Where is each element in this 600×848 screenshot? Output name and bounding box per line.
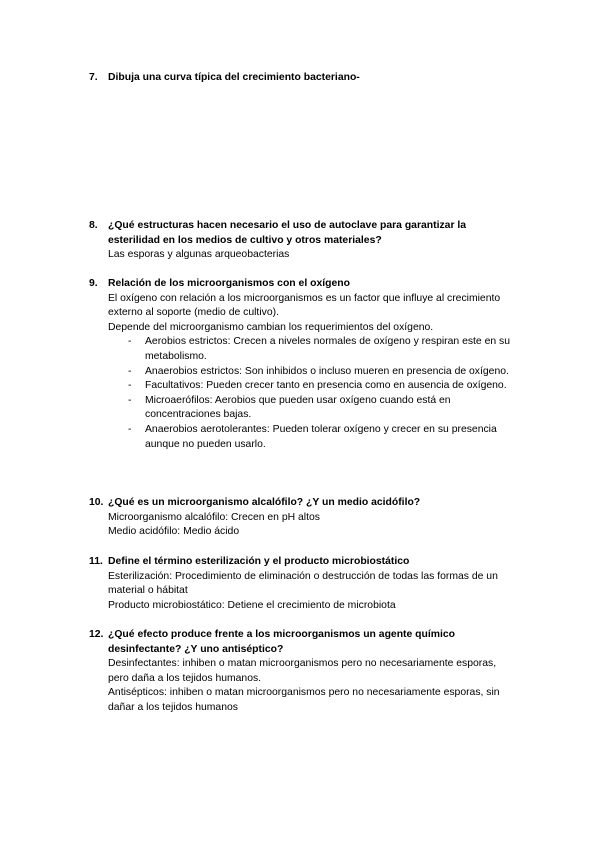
list-item-text: Microaerófilos: Aerobios que pueden usar oxígeno cuando está en concentraciones bajas.	[145, 394, 451, 421]
answer-paragraph: Medio acidófilo: Medio ácido	[108, 526, 240, 538]
question-number: 10.	[89, 497, 104, 508]
question-heading	[89, 277, 519, 292]
question-10	[89, 496, 519, 540]
answer-paragraph: Las esporas y algunas arqueobacterias	[108, 249, 290, 261]
answer-paragraph: Producto microbiostático: Detiene el crecimiento de microbiota	[108, 599, 396, 611]
answer-paragraph: Depende del microorganismo cambian los requerimientos del oxígeno.	[108, 321, 434, 333]
answer	[89, 657, 519, 715]
list-item-text: Facultativos: Pueden crecer tanto en presencia como en ausencia de oxígeno.	[145, 380, 507, 392]
question-number: 11.	[89, 556, 103, 567]
question-11	[89, 555, 519, 613]
question-number: 9.	[89, 278, 98, 289]
answer	[89, 570, 519, 614]
question-heading	[89, 628, 519, 657]
question-12	[89, 628, 519, 716]
bullet-dash: -	[128, 365, 132, 377]
list-item	[128, 423, 519, 452]
question-title: Define el término esterilización y el producto microbiostático	[108, 556, 410, 567]
answer-paragraph: Esterilización: Procedimiento de eliminación o destrucción de todas las formas de un material o hábitat	[108, 570, 498, 597]
question-number: 8.	[89, 220, 98, 231]
answer-paragraph: Antisépticos: inhiben o matan microorganismos pero no necesariamente esporas, sin dañar a los tejidos humanos	[108, 687, 500, 713]
question-8	[89, 219, 519, 263]
answer	[89, 248, 519, 263]
bullet-dash: -	[128, 336, 132, 348]
question-title: Dibuja una curva típica del crecimiento bacteriano-	[108, 72, 360, 83]
list-item	[128, 394, 519, 423]
list-item-text: Anaerobios aerotolerantes: Pueden tolerar oxígeno y crecer en su presencia aunque no pueden usarlo.	[145, 423, 497, 450]
list-item-text: Aerobios estrictos: Crecen a niveles normales de oxígeno y respiran este en su metabolismo.	[145, 336, 511, 362]
bullet-dash: -	[128, 380, 132, 392]
answer-paragraph: Microorganismo alcalófilo: Crecen en pH altos	[108, 511, 320, 523]
list-item	[128, 379, 519, 394]
answer-paragraph: El oxígeno con relación a los microorganismos es un factor que influye al crecimiento externo al soporte (medio de cultivo).	[108, 292, 501, 319]
question-heading	[89, 219, 519, 248]
list-item-text: Anaerobios estrictos: Son inhibidos o incluso mueren en presencia de oxígeno.	[145, 365, 509, 377]
bullet-dash: -	[128, 423, 132, 435]
answer	[89, 511, 519, 540]
answer-paragraph: Desinfectantes: inhiben o matan microorganismos pero no necesariamente esporas, pero daña a los tejidos humanos.	[108, 658, 497, 684]
question-title: Relación de los microorganismos con el oxígeno	[108, 278, 350, 289]
question-title: ¿Qué estructuras hacen necesario el uso de autoclave para garantizar la esterilidad en los medios de cultivo y otros materiales?	[108, 220, 467, 246]
question-title: ¿Qué es un microorganismo alcalófilo? ¿Y un medio acidófilo?	[108, 497, 421, 508]
oxygen-type-list	[108, 335, 519, 452]
question-title: ¿Qué efecto produce frente a los microorganismos un agente químico desinfectante? ¿Y uno antiséptico?	[108, 629, 455, 655]
answer	[89, 292, 519, 453]
question-heading	[89, 496, 519, 511]
list-item	[128, 365, 519, 380]
question-7	[89, 71, 519, 86]
question-number: 12.	[89, 629, 104, 640]
question-heading	[89, 71, 519, 86]
question-9	[89, 277, 519, 452]
list-item	[128, 335, 519, 364]
question-number: 7.	[89, 72, 98, 83]
question-heading	[89, 555, 519, 570]
bullet-dash: -	[128, 394, 132, 406]
